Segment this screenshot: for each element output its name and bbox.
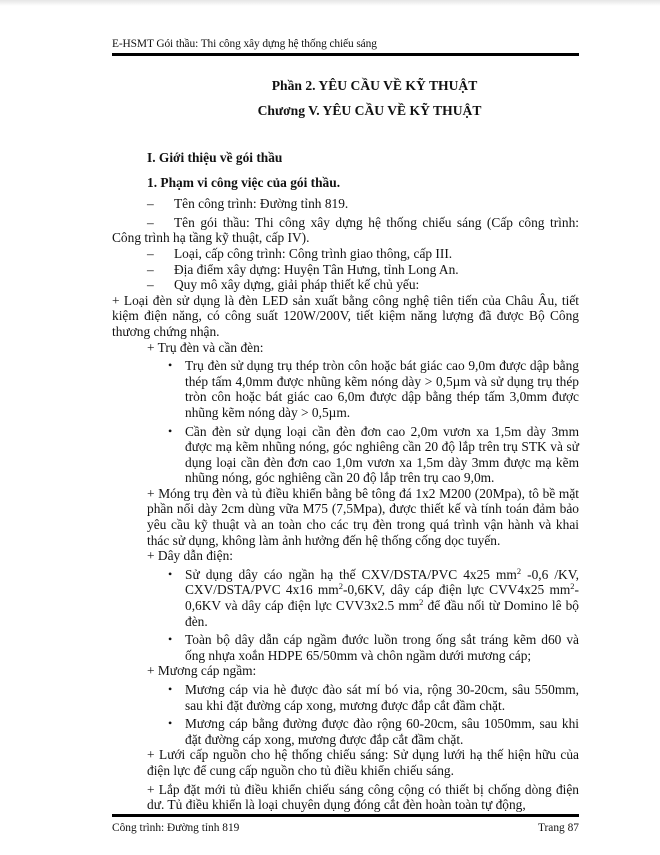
grid-paragraph: + Lưới cấp nguồn cho hệ thống chiếu sáng: Sử dụng lưới hạ thế hiện hữu của điện lực để cung cấp nguồn cho tủ điều khiển chiếu sáng. — [147, 747, 579, 778]
document-titles — [112, 78, 579, 119]
chapter-title: Chương V. YÊU CẦU VỀ KỸ THUẬT — [257, 103, 482, 118]
bullet-marker: • — [168, 423, 173, 438]
viewer-top-shadow — [0, 0, 660, 6]
dash-marker: – — [147, 214, 154, 230]
led-paragraph: + Loại đèn sử dụng là đèn LED sản xuất bằng công nghệ tiên tiến của Châu Âu, tiết kiệm điện năng, có công suất 120W/200V, tiết kiệm năng lượng đã được Bộ Công thương chứng nhận. — [112, 292, 579, 339]
bullet-text: Mương cáp bằng đường được đào rộng 60-20cm, sâu 1050mm, sau khi đặt đường cáp xong, mương được đắp cắt đầm chặt. — [185, 716, 579, 747]
dash-item — [147, 262, 579, 278]
footer-rule — [112, 814, 579, 817]
cabinet-paragraph: + Lắp đặt mới tủ điều khiển chiếu sáng công cộng có thiết bị chống dòng điện dư. Tủ điều khiển là loại chuyên dụng đóng cắt đèn hoàn toàn tự động, — [147, 781, 579, 813]
dash-marker: – — [147, 261, 154, 277]
bullet-item — [168, 632, 579, 663]
dash-item-text: Tên gói thầu: Thi công xây dựng hệ thống chiếu sáng (Cấp công trình: Công trình hạ tầng kỹ thuật, cấp IV). — [112, 214, 579, 246]
part-title: Phần 2. YÊU CẦU VỀ KỸ THUẬT — [271, 78, 478, 93]
bullet-text: Toàn bộ dây dẫn cáp ngầm đước luồn trong ống sắt tráng kẽm d60 và ống nhựa xoắn HDPE 65/50mm và chôn ngầm dưới mương cáp; — [185, 632, 579, 663]
document-body — [112, 150, 579, 813]
bullet-text: Cần đèn sử dụng loại cần đèn đơn cao 2,0m vươn xa 1,5m dày 3mm được mạ kẽm nhũng nóng, góc nghiêng cần 20 độ lắp trên trụ STK và sử dụng loại cần đèn đơn cao 1,0m vươn xa 1,5m dày 3mm được mạ kẽm nhũng nóng, góc nghiêng cần 20 độ lắp trên trụ cao 9,0m. — [185, 423, 579, 486]
footer-project: Công trình: Đường tỉnh 819 — [112, 822, 240, 834]
bullet-text: Mương cáp via hè được đào sát mí bó via, rộng 30-20cm, sâu 550mm, sau khi đặt đường cáp xong, mương được đắp cắt đầm chặt. — [185, 682, 579, 713]
foundation-paragraph: + Móng trụ đèn và tủ điều khiển bằng bê tông đá 1x2 M200 (20Mpa), tô bề mặt phần nổi dày 2cm dùng vữa M75 (7,5Mpa), được thiết kế và tính toán đảm bảo yêu cầu kỹ thuật và an toàn cho các trụ đèn trong quá trình vận hành và khai thác sử dụng, không làm ảnh hưởng đến hệ thống cống dọc tuyến. — [147, 485, 579, 548]
dash-item-text: Quy mô xây dựng, giải pháp thiết kế chủ yếu: — [174, 277, 420, 293]
dash-item — [147, 246, 579, 262]
dash-item-text: Loại, cấp công trình: Công trình giao thông, cấp III. — [174, 245, 453, 261]
bullet-marker: • — [168, 632, 173, 647]
bullet-item — [168, 682, 579, 713]
bullet-marker: • — [168, 682, 173, 696]
page-footer — [112, 812, 579, 835]
page-number: Trang 87 — [537, 822, 579, 834]
bullet-text: Trụ đèn sử dụng trụ thép tròn côn hoặc bát giác cao 9,0m được dập bằng thép tấm 4,0mm được nhũng kẽm nóng dày > 0,5µm và sử dụng trụ thép tròn côn hoặc bát giác cao 6,0m được dập bằng thép tấm 3,0mm được nhũng kẽm nóng dày > 0,5µm. — [185, 358, 579, 420]
section-heading: I. Giới thiệu về gói thầu — [147, 150, 283, 165]
header-text: E-HSMT Gói thầu: Thi công xây dựng hệ thống chiếu sáng — [112, 38, 377, 50]
dash-marker: – — [147, 277, 154, 293]
bullet-item — [168, 358, 579, 420]
bullet-item — [168, 716, 579, 747]
dash-marker: – — [147, 245, 154, 261]
trench-heading: + Mương cáp ngầm: — [147, 663, 257, 679]
subsection-heading: 1. Phạm vi công việc của gói thầu. — [147, 174, 341, 190]
dash-item — [147, 277, 579, 293]
dash-marker: – — [147, 196, 154, 212]
dash-item — [112, 215, 579, 246]
wire-heading: + Dây dẫn điện: — [147, 548, 234, 564]
header-rule — [112, 53, 579, 56]
pole-heading: + Trụ đèn và cần đèn: — [147, 339, 264, 355]
bullet-item — [168, 424, 579, 486]
bullet-marker: • — [168, 566, 173, 581]
page-header — [112, 38, 579, 56]
bullet-text: Sử dụng dây cáo ngần hạ thế CXV/DSTA/PVC 4x25 $mm^2$ -0,6 /KV, CXV/DSTA/PVC 4x16 $mm^2-0,6KV$, dây cáp điện lực CVV4x25 $mm^2-0,6KV$ và dây cáp điện lực CVV3x2.5 $mm^2$ để đầu nối từ Domino lê bộ đèn. — [185, 565, 580, 629]
dash-item-text: Tên công trình: Đường tỉnh 819. — [174, 196, 349, 212]
dash-item-text: Địa điểm xây dựng: Huyện Tân Hưng, tỉnh Long An. — [174, 261, 459, 277]
dash-item — [147, 196, 579, 212]
bullet-marker: • — [168, 358, 173, 373]
bullet-marker: • — [168, 716, 173, 731]
bullet-item — [168, 567, 579, 629]
